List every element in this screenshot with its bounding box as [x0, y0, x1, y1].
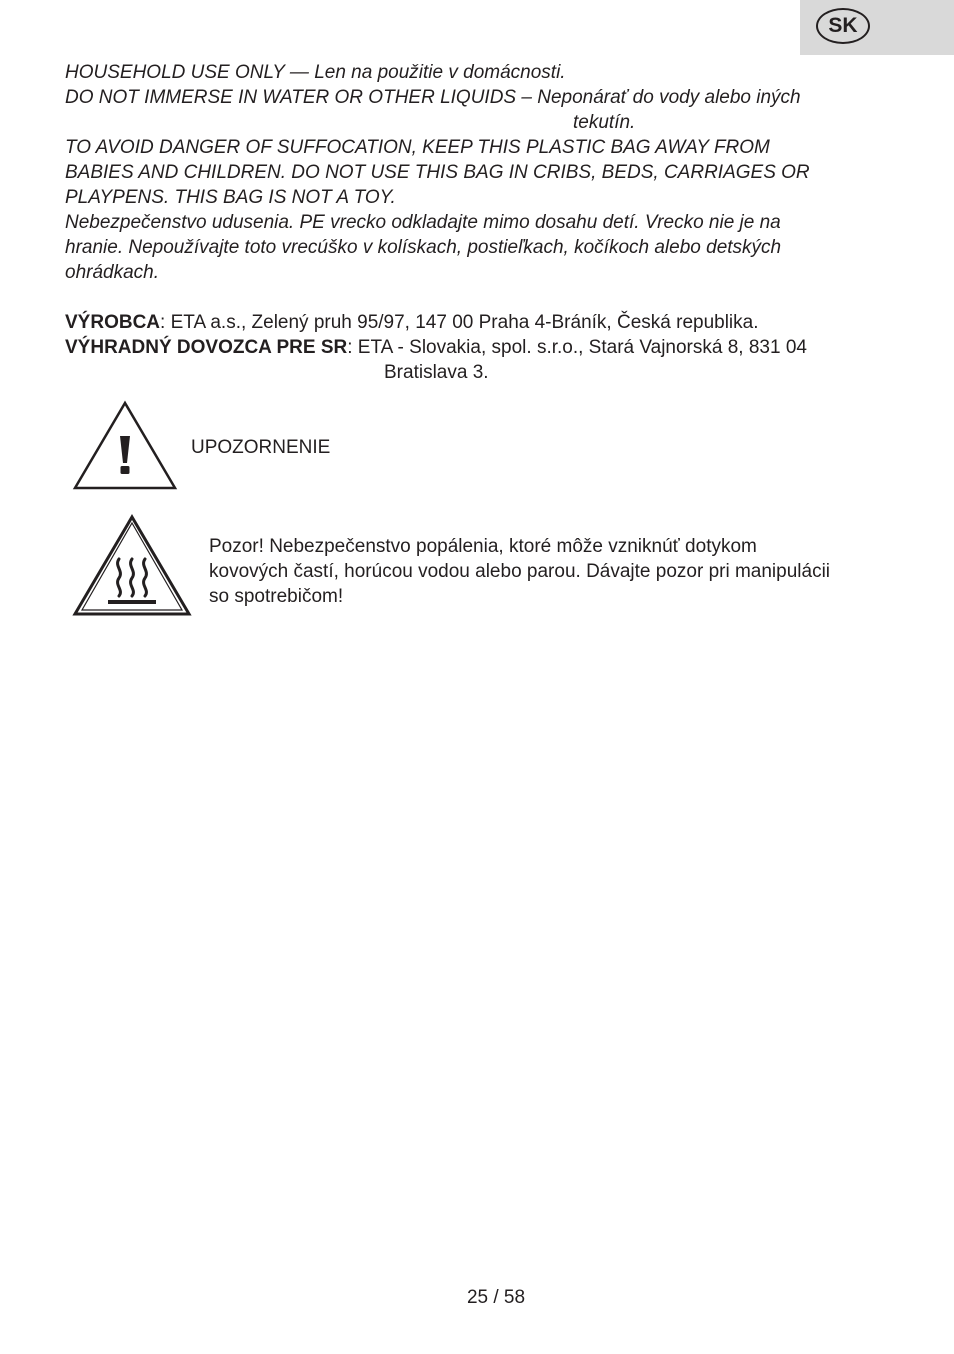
exclamation-warning-icon [72, 400, 178, 492]
immerse-notice-line2: tekutín. [573, 112, 636, 133]
suffocation-en-line3: PLAYPENS. THIS BAG IS NOT A TOY. [65, 187, 396, 208]
manufacturer-line [65, 310, 895, 335]
notice-household-immerse [65, 60, 895, 285]
immerse-notice-line1: DO NOT IMMERSE IN WATER OR OTHER LIQUIDS – Neponárať do vody alebo iných [65, 87, 801, 108]
hot-warning-line1: Pozor! Nebezpečenstvo popálenia, ktoré môže vzniknúť dotykom [209, 536, 757, 557]
page-number: 25 / 58 [466, 1287, 526, 1308]
contact-info [65, 310, 895, 385]
household-use-notice: HOUSEHOLD USE ONLY — Len na použitie v domácnosti. [65, 62, 566, 83]
suffocation-sk-line1: Nebezpečenstvo udusenia. PE vrecko odkladajte mimo dosahu detí. Vrecko nie je na [65, 212, 781, 233]
hot-warning-line3: so spotrebičom! [209, 586, 344, 607]
hot-warning-line2: kovových častí, horúcou vodou alebo parou. Dávajte pozor pri manipulácii [209, 561, 831, 582]
importer-address: : ETA - Slovakia, spol. s.r.o., Stará Vajnorská 8, 831 04 [347, 337, 807, 358]
language-badge: SK [816, 8, 870, 44]
hot-surface-warning-text [209, 534, 899, 609]
hot-surface-warning-icon [72, 514, 192, 618]
manufacturer-address: : ETA a.s., Zelený pruh 95/97, 147 00 Praha 4-Bráník, Česká republika. [160, 312, 759, 333]
importer-line [65, 335, 895, 360]
importer-address-line2: Bratislava 3. [384, 362, 489, 383]
suffocation-sk-line2: hranie. Nepoužívajte toto vrecúško v kolískach, postieľkach, kočíkoch alebo detských [65, 237, 782, 258]
suffocation-en-line2: BABIES AND CHILDREN. DO NOT USE THIS BAG IN CRIBS, BEDS, CARRIAGES OR [65, 162, 810, 183]
language-tab [800, 0, 954, 55]
caution-label: UPOZORNENIE [191, 437, 331, 458]
manufacturer-label: VÝROBCA [65, 312, 161, 333]
suffocation-sk-line3: ohrádkach. [65, 262, 160, 283]
suffocation-en-line1: TO AVOID DANGER OF SUFFOCATION, KEEP THIS PLASTIC BAG AWAY FROM [65, 137, 770, 158]
importer-label: VÝHRADNÝ DOVOZCA PRE SR [65, 337, 348, 358]
